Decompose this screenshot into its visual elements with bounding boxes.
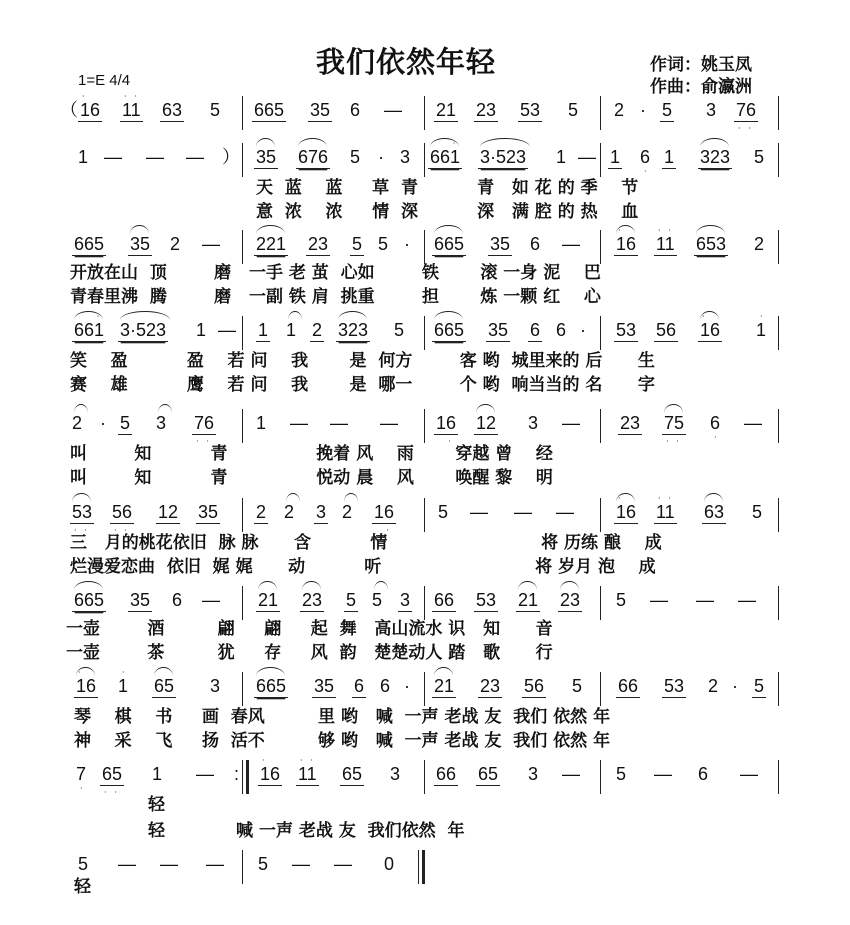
note-group: 5: [616, 590, 627, 610]
barline: [778, 316, 779, 350]
note-group: 5: [352, 234, 363, 254]
high-octave-dot: ·: [668, 226, 671, 235]
lyric-line: 叫 知 青 挽着 风 雨 穿越 曾 经: [70, 444, 553, 464]
lyric-line: 琴 棋 书 画 春风 里 哟 喊 一声 老战 友 我们 依然 年: [74, 707, 611, 727]
note-group: 1: [118, 676, 129, 696]
note-group: 65: [478, 764, 499, 784]
note-group: 665: [434, 320, 465, 340]
note-group: 63: [162, 100, 183, 120]
note-group: 6: [354, 676, 365, 696]
note-group: （: [60, 100, 78, 120]
low-octave-dot: ·: [676, 437, 679, 446]
note-group: 23: [476, 100, 497, 120]
lyric-line: 开放在山 顶 磨 一手 老 茧 心如 铁 滚 一身 泥 巴: [70, 263, 601, 283]
high-octave-dot: ·: [300, 756, 303, 765]
note-group: —: [292, 854, 310, 874]
note-group: 665: [256, 676, 287, 696]
lyric-line: 轻 喊 一声 老战 友 我们依然 年: [148, 821, 465, 841]
note-group: —: [384, 100, 402, 120]
slur-arc: [704, 493, 723, 502]
low-octave-dot: ·: [114, 526, 117, 535]
note-group: 35: [130, 234, 151, 254]
note-group: 5: [438, 502, 449, 522]
note-group: 1: [664, 147, 675, 167]
high-octave-dot: ·: [760, 312, 763, 321]
note-group: 2: [708, 676, 719, 696]
note-group: 35: [314, 676, 335, 696]
note-group: ·: [732, 676, 738, 696]
high-octave-dot: ·: [82, 92, 85, 101]
note-group: —: [290, 413, 308, 433]
note-group: 6: [172, 590, 183, 610]
note-group: —: [578, 147, 596, 167]
high-octave-dot: ·: [618, 226, 621, 235]
lyric-line: 意 浓 浓 情 深 深 满 腔 的 热 血: [256, 202, 639, 222]
barline: [778, 672, 779, 706]
note-group: 16: [260, 764, 281, 784]
lyric-line: 叫 知 青 悦动 晨 风 唤醒 黎 明: [70, 468, 553, 488]
slur-arc: [302, 581, 321, 590]
note-group: 1: [610, 147, 621, 167]
slur-arc: [616, 225, 635, 234]
note-group: 665: [74, 234, 105, 254]
barline: [242, 498, 243, 532]
note-group: 6: [710, 413, 721, 433]
note-group: —: [146, 147, 164, 167]
note-group: 11: [122, 100, 141, 120]
lyric-line: 天 蓝 蓝 草 青 青 如 花 的 季 节: [256, 178, 639, 198]
slur-arc: [256, 138, 275, 147]
note-group: 76: [194, 413, 215, 433]
note-group: 11: [656, 234, 675, 254]
note-group: 35: [488, 320, 509, 340]
note-group: —: [514, 502, 532, 522]
note-group: 5: [754, 676, 765, 696]
note-group: 35: [198, 502, 219, 522]
barline: [778, 143, 779, 177]
lyric-line: 一壶 酒 翩 翩 起 舞 高山流水 识 知 音: [66, 619, 553, 639]
note-group: ）: [222, 147, 240, 167]
barline: [424, 316, 425, 350]
barline: [242, 143, 243, 177]
low-octave-dot: ·: [196, 437, 199, 446]
note-group: 21: [518, 590, 539, 610]
slur-arc: [256, 667, 285, 676]
low-octave-dot: ·: [74, 526, 77, 535]
note-group: —: [744, 413, 762, 433]
note-group: 35: [130, 590, 151, 610]
note-group: ·: [404, 676, 410, 696]
note-group: —: [650, 590, 668, 610]
note-group: 63: [704, 502, 725, 522]
high-octave-dot: ·: [96, 312, 100, 321]
low-octave-dot: ·: [448, 437, 451, 446]
note-group: 2: [312, 320, 323, 340]
note-group: 11: [298, 764, 317, 784]
high-octave-dot: ·: [658, 494, 661, 503]
note-group: 3: [316, 502, 327, 522]
barline: [600, 143, 601, 177]
note-group: —: [740, 764, 758, 784]
note-group: —: [104, 147, 122, 167]
high-octave-dot: ·: [668, 494, 671, 503]
note-group: 23: [480, 676, 501, 696]
note-group: 3: [400, 147, 411, 167]
note-group: 23: [308, 234, 329, 254]
note-group: 66: [618, 676, 639, 696]
note-group: 53: [476, 590, 497, 610]
note-group: 21: [258, 590, 279, 610]
note-group: 35: [310, 100, 331, 120]
note-group: 53: [72, 502, 93, 522]
low-octave-dot: ·: [80, 784, 83, 793]
note-group: 21: [434, 676, 455, 696]
note-group: —: [696, 590, 714, 610]
slur-arc: [74, 581, 103, 590]
note-group: 5: [616, 764, 627, 784]
note-group: ·: [378, 147, 384, 167]
note-group: —: [562, 234, 580, 254]
final-barline: [418, 850, 425, 884]
barline: [778, 586, 779, 620]
note-group: —: [118, 854, 136, 874]
high-octave-dot: ·: [310, 756, 313, 765]
note-group: 65: [102, 764, 123, 784]
slur-arc: [154, 667, 173, 676]
note-group: —: [654, 764, 672, 784]
slur-arc: [480, 138, 530, 147]
note-group: 5: [378, 234, 389, 254]
note-group: 5: [210, 100, 221, 120]
note-group: 5: [346, 590, 357, 610]
barline: [424, 143, 425, 177]
slur-arc: [158, 404, 172, 413]
note-group: ·: [100, 413, 106, 433]
note-group: 1: [286, 320, 297, 340]
lyricist-credit: 作词：姚玉凤: [650, 55, 752, 75]
high-octave-dot: ·: [702, 312, 705, 321]
note-group: 65: [342, 764, 363, 784]
note-group: 16: [436, 413, 457, 433]
note-group: 21: [436, 100, 457, 120]
note-group: 23: [560, 590, 581, 610]
note-group: 66: [436, 764, 457, 784]
note-group: 5: [752, 502, 763, 522]
barline: [242, 316, 243, 350]
note-group: 16: [374, 502, 395, 522]
lyric-line: 三 月的桃花依旧 脉 脉 含 情 将 历练 酿 成: [70, 533, 662, 553]
slur-arc: [338, 311, 367, 320]
lyric-line: 神 采 飞 扬 活不 够 哟 喊 一声 老战 友 我们 依然 年: [74, 731, 611, 751]
note-group: 56: [112, 502, 133, 522]
barline: [600, 672, 601, 706]
note-group: 12: [158, 502, 179, 522]
high-octave-dot: ·: [78, 668, 81, 677]
low-octave-dot: ·: [114, 788, 117, 797]
note-group: 2: [754, 234, 765, 254]
note-group: —: [186, 147, 204, 167]
slur-arc: [560, 581, 579, 590]
note-group: —: [562, 764, 580, 784]
high-octave-dot: ·: [124, 92, 127, 101]
barline: [424, 409, 425, 443]
note-group: 53: [520, 100, 541, 120]
high-octave-dot: ·: [262, 756, 265, 765]
barline: [778, 96, 779, 130]
note-group: 3: [528, 764, 539, 784]
note-group: ·: [580, 320, 586, 340]
note-group: 7: [76, 764, 87, 784]
barline: [424, 760, 425, 794]
lyric-line: 笑 盈 盈 若 问 我 是 何方 客 哟 城里来的 后 生: [70, 351, 655, 371]
lyric-line: 轻: [148, 795, 165, 815]
note-group: 661: [430, 147, 461, 167]
note-group: 2: [342, 502, 353, 522]
high-octave-dot: ·: [122, 668, 125, 677]
note-group: 2: [614, 100, 625, 120]
slur-arc: [696, 225, 725, 234]
note-group: 3: [210, 676, 221, 696]
high-octave-dot: ·: [134, 92, 137, 101]
barline: [600, 409, 601, 443]
note-group: 1: [78, 147, 89, 167]
note-group: 221: [256, 234, 287, 254]
high-octave-dot: ·: [658, 226, 661, 235]
note-group: 5: [350, 147, 361, 167]
lyric-line: 烂漫爱恋曲 依旧 娓 娓 动 听 将 岁月 泡 成: [70, 557, 656, 577]
high-octave-dot: ·: [452, 139, 456, 148]
note-group: 3: [390, 764, 401, 784]
note-group: ·: [404, 234, 410, 254]
note-group: 5: [662, 100, 673, 120]
low-octave-dot: ·: [386, 526, 389, 535]
note-group: 6: [640, 147, 651, 167]
note-group: 3: [706, 100, 717, 120]
note-group: 66: [434, 590, 455, 610]
slur-arc: [700, 311, 719, 320]
note-group: 5: [372, 590, 383, 610]
note-group: 3: [400, 590, 411, 610]
slur-arc: [434, 225, 463, 234]
note-group: 2: [284, 502, 295, 522]
slur-arc: [616, 493, 635, 502]
low-octave-dot: ·: [738, 124, 741, 133]
note-group: 5: [572, 676, 583, 696]
note-group: 53: [664, 676, 685, 696]
barline: [600, 760, 601, 794]
barline: [778, 409, 779, 443]
score-title: 我们依然年轻: [316, 45, 497, 79]
note-group: 676: [298, 147, 329, 167]
lyric-line: 赛 雄 鹰 若 问 我 是 哪一 个 哟 响当当的 名 字: [70, 375, 655, 395]
barline: [778, 230, 779, 264]
composer-credit: 作曲：俞瀛洲: [650, 77, 752, 97]
note-group: 0: [384, 854, 395, 874]
slur-arc: [74, 404, 88, 413]
note-group: 3: [156, 413, 167, 433]
note-group: 665: [74, 590, 105, 610]
slur-arc: [700, 138, 729, 147]
high-octave-dot: ·: [618, 494, 621, 503]
note-group: 6: [380, 676, 391, 696]
barline: [424, 96, 425, 130]
note-group: 35: [256, 147, 277, 167]
slur-arc: [664, 404, 683, 413]
slur-arc: [130, 225, 149, 234]
slur-arc: [120, 311, 170, 320]
note-group: —: [202, 590, 220, 610]
note-group: :: [234, 764, 240, 784]
slur-arc: [258, 581, 277, 590]
note-group: 1: [556, 147, 567, 167]
note-group: 5: [394, 320, 405, 340]
slur-arc: [288, 311, 302, 320]
slur-arc: [374, 581, 388, 590]
barline: [242, 672, 243, 706]
note-group: 3·523: [480, 147, 527, 167]
note-group: 323: [338, 320, 369, 340]
repeat-barline: [242, 760, 249, 794]
note-group: 665: [254, 100, 285, 120]
note-group: 23: [302, 590, 323, 610]
note-group: 3·523: [120, 320, 167, 340]
note-group: 1: [256, 413, 267, 433]
note-group: —: [380, 413, 398, 433]
note-group: 5: [258, 854, 269, 874]
note-group: 5: [754, 147, 765, 167]
note-group: 6: [698, 764, 709, 784]
barline: [778, 498, 779, 532]
note-group: 665: [434, 234, 465, 254]
note-group: 5: [568, 100, 579, 120]
barline: [242, 850, 243, 884]
note-group: 11: [656, 502, 675, 522]
note-group: 56: [656, 320, 677, 340]
note-group: 12: [476, 413, 497, 433]
low-octave-dot: ·: [714, 433, 717, 442]
note-group: 2: [72, 413, 83, 433]
note-group: 23: [620, 413, 641, 433]
slur-arc: [298, 138, 327, 147]
slur-arc: [476, 404, 495, 413]
note-group: 5: [78, 854, 89, 874]
low-octave-dot: ·: [124, 526, 127, 535]
slur-arc: [72, 493, 91, 502]
low-octave-dot: ·: [748, 124, 751, 133]
note-group: 2: [256, 502, 267, 522]
note-group: 16: [700, 320, 721, 340]
note-group: 1: [152, 764, 163, 784]
note-group: 16: [80, 100, 101, 120]
note-group: 2: [170, 234, 181, 254]
note-group: ·: [640, 100, 646, 120]
low-octave-dot: ·: [104, 788, 107, 797]
note-group: 653: [696, 234, 727, 254]
slur-arc: [434, 667, 453, 676]
note-group: 16: [616, 502, 637, 522]
key-signature: 1=E 4/4: [78, 72, 131, 89]
note-group: 3: [528, 413, 539, 433]
note-group: 1: [258, 320, 269, 340]
barline: [600, 316, 601, 350]
note-group: 661: [74, 320, 105, 340]
note-group: 56: [524, 676, 545, 696]
note-group: —: [334, 854, 352, 874]
note-group: 6: [530, 234, 541, 254]
slur-arc: [256, 225, 285, 234]
note-group: 76: [736, 100, 757, 120]
low-octave-dot: ·: [206, 437, 209, 446]
note-group: —: [562, 413, 580, 433]
slur-arc: [344, 493, 358, 502]
barline: [242, 96, 243, 130]
barline: [242, 409, 243, 443]
note-group: 6: [530, 320, 541, 340]
note-group: —: [330, 413, 348, 433]
lyric-line: 轻: [74, 877, 91, 897]
low-octave-dot: ·: [644, 167, 647, 176]
barline: [600, 586, 601, 620]
note-group: 16: [76, 676, 97, 696]
note-group: —: [202, 234, 220, 254]
note-group: —: [738, 590, 756, 610]
note-group: —: [556, 502, 574, 522]
note-group: 16: [616, 234, 637, 254]
note-group: 1: [196, 320, 207, 340]
slur-arc: [286, 493, 300, 502]
barline: [778, 760, 779, 794]
note-group: —: [206, 854, 224, 874]
note-group: 53: [616, 320, 637, 340]
note-group: 323: [700, 147, 731, 167]
note-group: 5: [120, 413, 131, 433]
low-octave-dot: ·: [84, 526, 87, 535]
note-group: —: [160, 854, 178, 874]
barline: [600, 96, 601, 130]
note-group: 6: [350, 100, 361, 120]
barline: [600, 498, 601, 532]
note-group: —: [196, 764, 214, 784]
note-group: 1: [756, 320, 767, 340]
low-octave-dot: ·: [666, 437, 669, 446]
slur-arc: [76, 667, 95, 676]
slur-arc: [518, 581, 537, 590]
lyric-line: 一壶 茶 犹 存 风 韵 楚楚动人 踏 歌 行: [66, 643, 553, 663]
note-group: 35: [490, 234, 511, 254]
note-group: 75: [664, 413, 685, 433]
slur-arc: [434, 311, 463, 320]
note-group: —: [470, 502, 488, 522]
note-group: 6: [556, 320, 567, 340]
lyric-line: 青春里沸 腾 磨 一副 铁 肩 挑重 担 炼 一颗 红 心: [70, 287, 601, 307]
barline: [424, 672, 425, 706]
barline: [424, 498, 425, 532]
note-group: —: [218, 320, 236, 340]
note-group: 65: [154, 676, 175, 696]
